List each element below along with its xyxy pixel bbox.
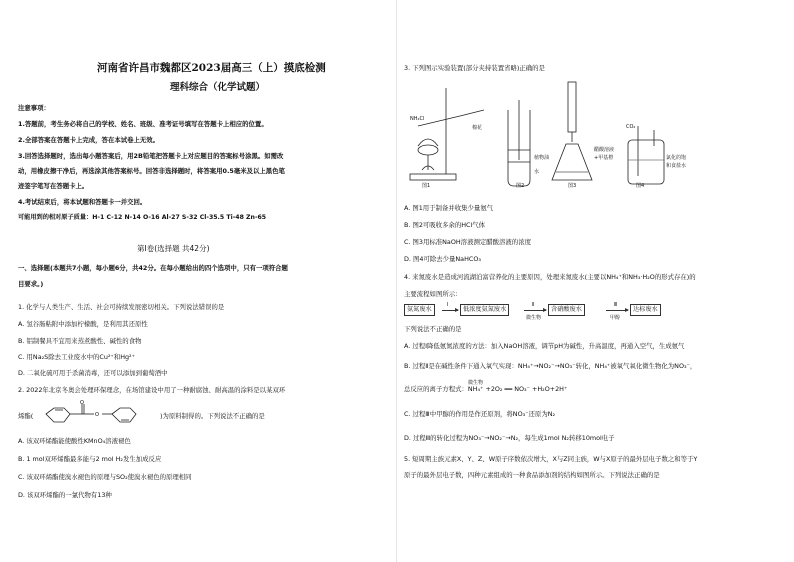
right-column — [398, 0, 794, 562]
fig2-label-water: 水 — [534, 169, 540, 175]
fig4-caption: 图4 — [636, 183, 645, 189]
flow-side-microbe: 微生物 — [526, 315, 542, 321]
notes-line: 动，用橡皮擦干净后，再选涂其他答案标号。回答非选择题时，将答案用0.5毫米及以上黑色笔 — [18, 167, 285, 175]
svg-text:O: O — [95, 412, 99, 418]
flow-step-2: Ⅱ — [532, 302, 535, 308]
notes-line: 迹签字笔写在答题卡上。 — [18, 182, 89, 190]
q2-option-d: D. 该双环烯酯的一氯代物有13种 — [18, 491, 112, 499]
flow-arrow — [524, 310, 546, 311]
q3-option-a: A. 图1用于制备并收集少量氨气 — [404, 204, 494, 212]
q3-option-c: C. 图3用标准NaOH溶液测定醋酸溶液的浓度 — [404, 238, 531, 246]
column-divider — [396, 0, 397, 562]
notes-line: 3.回答选择题时，选出每小题答案后，用2B铅笔把答题卡上对应题目的答案标号涂黑。如需改 — [18, 152, 284, 160]
q4-option-d: D. 过程Ⅲ的转化过程为NO₃⁻→NO₂⁻→N₂，每生成1mol N₂转移10mol电子 — [404, 434, 615, 442]
apparatus-figure-1 — [402, 80, 494, 188]
q4-stem-2: 主要流程如图所示： — [404, 290, 462, 298]
q5-stem: 5. 短周期主族元素X、Y、Z、W原子序数依次增大，X与Z同主族，W与X原子的最外层电子数之和等于Y — [404, 455, 698, 463]
section-intro: 目要求。) — [18, 280, 44, 288]
q2-option-c: C. 该双环烯酯使溴水褪色的原理与SO₂使溴水褪色的原理相同 — [18, 473, 192, 481]
q3-option-d: D. 图4可除去少量NaHCO₃ — [404, 255, 481, 263]
fig2-caption: 图2 — [516, 183, 525, 189]
q5-stem-2: 原子的最外层电子数，四种元素组成的一种食品添加剂的结构如图所示。下列说法正确的是 — [404, 471, 660, 479]
flow-arrow — [606, 310, 628, 311]
flow-box-compliant: 达标废水 — [630, 304, 661, 316]
fig1-label-cotton: 棉花 — [472, 125, 483, 131]
q1-option-c: C. 用Na₂S除去工业废水中的Cu²⁺和Hg²⁺ — [18, 353, 135, 361]
notes-heading: 注意事项： — [18, 104, 50, 112]
q3-stem: 3. 下列图示实验装置(部分夹持装置省略)正确的是 — [404, 64, 545, 72]
fig3-caption: 图3 — [568, 183, 577, 189]
bicyclic-ester-structure — [40, 398, 162, 432]
notes-line: 4.考试结束后，将本试题和答题卡一并交回。 — [18, 198, 147, 206]
flow-box-nitrate: 含硝酸废水 — [548, 304, 585, 316]
svg-text:O: O — [80, 400, 84, 406]
q4-option-b: B. 过程Ⅱ是在碱性条件下通入氧气实现：NH₄⁺→NO₂⁻→NO₃⁻转化，NH₄⁺被氧气氧化微生物化为NO₃⁻， — [404, 362, 697, 370]
fig4-label-brine-1: 氯化的饱 — [666, 155, 687, 161]
section-title: 第Ⅰ卷(选择题 共42分) — [137, 244, 210, 253]
q1-option-a: A. 氢谷肠粘附中添加柠檬酸，是利用其还原性 — [18, 320, 148, 328]
flow-side-methanol: 甲醇 — [610, 315, 621, 321]
q1-stem: 1. 化学与人类生产、生活、社会可持续发展密切相关。下列说法错误的是 — [18, 303, 225, 311]
fig2-label-oil: 植物油 — [534, 155, 550, 161]
notes-line: 1.答题前，考生务必将自己的学校、姓名、班级、准考证号填写在答题卡上相应的位置。 — [18, 120, 268, 128]
q4-option-a: A. 过程Ⅰ降低氨氮浓度的方法：加入NaOH溶液，调节pH为碱性，升高温度，再通入空气，生成氨气 — [404, 342, 685, 350]
flow-box-low-ammonia: 低浓度氨氮废水 — [460, 304, 509, 316]
notes-line: 2.全部答案在答题卡上完成，答在本试卷上无效。 — [18, 136, 160, 144]
flow-box-ammonia-wastewater: 氨氮废水 — [404, 304, 435, 316]
q2-stem-post: )为原料制得的。下列说法不正确的是 — [160, 412, 265, 420]
q1-option-d: D. 二氧化硫可用于杀菌消毒，还可以添加到葡萄酒中 — [18, 369, 168, 377]
apparatus-figure-4 — [622, 126, 672, 188]
q2-stem-pre: 烯酯( — [18, 412, 34, 420]
reaction-condition: 微生物 — [468, 380, 484, 386]
q3-option-b: B. 图2可吸收多余的HCl气体 — [404, 221, 486, 229]
atomic-masses: 可能用到的相对原子质量：H-1 C-12 N-14 O-16 Al-27 S-32 Cl-35.5 Ti-48 Zn-65 — [18, 214, 267, 221]
q2-option-b: B. 1 mol双环烯酯最多能与2 mol H₂发生加成反应 — [18, 455, 162, 463]
q4-after-flow: 下列说法不正确的是 — [404, 325, 462, 333]
flow-step-1: Ⅰ — [447, 302, 449, 308]
q4-option-c: C. 过程Ⅲ中甲醇的作用是作还原剂，将NO₃⁻还原为N₂ — [404, 410, 556, 418]
flow-step-3: Ⅲ — [614, 302, 618, 308]
flow-arrow — [442, 310, 458, 311]
apparatus-figure-3 — [548, 80, 598, 188]
fig1-caption: 图1 — [422, 183, 431, 189]
fig4-label-brine-2: 和食盐水 — [666, 163, 687, 169]
q1-option-b: B. 铝制餐具不宜用来蒸煮酸性、碱性的食物 — [18, 337, 142, 345]
q2-option-a: A. 该双环烯酯能使酸性KMnO₄溶液褪色 — [18, 437, 131, 445]
q2-stem: 2. 2022年北京冬奥会处理环保理念，在场馆建设中用了一种耐腐蚀、耐高温的涂料是以某双环 — [18, 386, 286, 394]
exam-subtitle: 理科综合（化学试题） — [170, 82, 266, 93]
q4-option-b-equation: 总反应的离子方程式：NH₄⁺ +2O₂ ══ NO₃⁻ +H₂O+2H⁺ — [404, 385, 568, 393]
exam-title: 河南省许昌市魏都区2023届高三（上）摸底检测 — [97, 62, 326, 74]
fig4-label-co2: CO₂ — [626, 124, 636, 130]
fig3-label-acid: 醋酸溶液 — [594, 147, 615, 153]
section-intro: 一、选择题(本题共7小题，每小题6分，共42分。在每小题给出的四个选项中，只有一项符合题 — [18, 264, 288, 272]
left-column — [0, 0, 396, 562]
fig1-label-nh4cl: NH₄Cl — [410, 116, 425, 122]
q4-stem: 4. 来氮废水是造成河流湖泊富营养化的主要原因，处理来氮废水(主要以NH₄⁺和NH₃·H₂O的形式存在)的 — [404, 273, 696, 281]
fig3-label-indicator: +甲基橙 — [594, 155, 614, 161]
